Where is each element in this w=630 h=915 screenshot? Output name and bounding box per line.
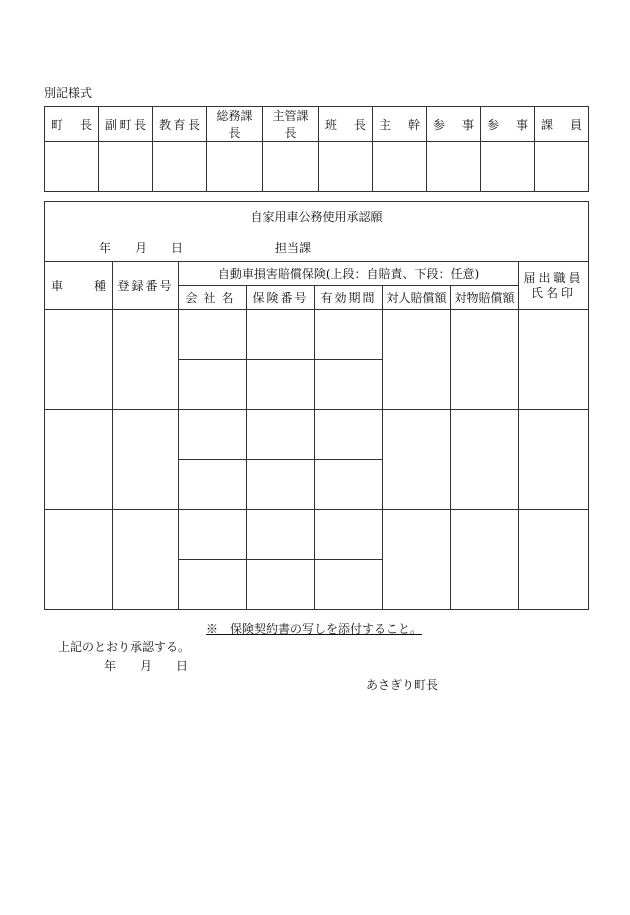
stamp-box[interactable] [263, 142, 319, 192]
approver-supervisor: 主 幹 [373, 107, 427, 142]
stamp-box[interactable] [535, 142, 589, 192]
stamp-box[interactable] [207, 142, 263, 192]
request-month: 月 [135, 241, 148, 255]
header-insurance-group: 自動車損害賠償保険(上段：自賠責、下段：任意) [179, 262, 519, 286]
policy-no-cell[interactable] [247, 460, 315, 510]
vehicle-type-cell[interactable] [45, 510, 113, 610]
header-property-damage: 対物賠償額 [451, 286, 519, 310]
header-company-name: 会社名 [179, 286, 247, 310]
header-valid-period: 有効期間 [315, 286, 383, 310]
company-name-cell[interactable] [179, 310, 247, 360]
approval-year: 年 [104, 659, 117, 673]
stamp-box[interactable] [153, 142, 207, 192]
bodily-injury-cell[interactable] [383, 510, 451, 610]
registration-no-cell[interactable] [113, 310, 179, 410]
header-staff [519, 262, 589, 310]
staff-seal-cell[interactable] [519, 510, 589, 610]
vehicle-type-cell[interactable] [45, 310, 113, 410]
stamp-box[interactable] [481, 142, 535, 192]
registration-no-cell[interactable] [113, 410, 179, 510]
valid-period-cell[interactable] [315, 460, 383, 510]
company-name-cell[interactable] [179, 410, 247, 460]
form-title: 自家用車公務使用承認願 [250, 210, 383, 224]
stamp-box[interactable] [319, 142, 373, 192]
valid-period-cell[interactable] [315, 310, 383, 360]
company-name-cell[interactable] [179, 360, 247, 410]
approver-general-affairs: 総務課長 [207, 107, 263, 142]
approver-councillor-1: 参 事 [427, 107, 481, 142]
valid-period-cell[interactable] [315, 360, 383, 410]
approver-section-leader: 班 長 [319, 107, 373, 142]
company-name-cell[interactable] [179, 460, 247, 510]
policy-no-cell[interactable] [247, 310, 315, 360]
request-day: 日 [171, 241, 184, 255]
header-policy-no: 保険番号 [247, 286, 315, 310]
approver-staff: 課 員 [535, 107, 589, 142]
approver-education-chief: 教 育 長 [153, 107, 207, 142]
staff-seal-cell[interactable] [519, 310, 589, 410]
property-damage-cell[interactable] [451, 310, 519, 410]
bodily-injury-cell[interactable] [383, 310, 451, 410]
request-year: 年 [99, 241, 112, 255]
header-vehicle-type: 車 種 [45, 262, 113, 310]
approval-stamp-table [44, 106, 589, 192]
valid-period-cell[interactable] [315, 560, 383, 610]
policy-no-cell[interactable] [247, 410, 315, 460]
vehicle-type-cell[interactable] [45, 410, 113, 510]
registration-no-cell[interactable] [113, 510, 179, 610]
property-damage-cell[interactable] [451, 410, 519, 510]
section-label: 担当課 [275, 241, 312, 255]
staff-seal-cell[interactable] [519, 410, 589, 510]
header-bodily-injury: 対人賠償額 [383, 286, 451, 310]
mayor-signature: あさぎり町長 [366, 678, 439, 692]
approver-deputy-mayor: 副 町 長 [99, 107, 153, 142]
stamp-box[interactable] [427, 142, 481, 192]
policy-no-cell[interactable] [247, 510, 315, 560]
bodily-injury-cell[interactable] [383, 410, 451, 510]
approval-text: 上記のとおり承認する。 [58, 640, 191, 654]
stamp-box[interactable] [99, 142, 153, 192]
application-form [44, 201, 589, 610]
attachment-note: ※ 保険契約書の写しを添付すること。 [206, 622, 423, 636]
valid-period-cell[interactable] [315, 510, 383, 560]
header-staff-line1: 届出職員 [523, 270, 584, 285]
company-name-cell[interactable] [179, 560, 247, 610]
approval-day: 日 [176, 659, 189, 673]
header-staff-line2: 氏名印 [530, 285, 576, 300]
policy-no-cell[interactable] [247, 560, 315, 610]
title-cell [45, 202, 589, 262]
stamp-box[interactable] [45, 142, 99, 192]
company-name-cell[interactable] [179, 510, 247, 560]
approver-mayor: 町 長 [45, 107, 99, 142]
approver-manager: 主管課長 [263, 107, 319, 142]
policy-no-cell[interactable] [247, 360, 315, 410]
approval-month: 月 [140, 659, 153, 673]
header-registration-no: 登録番号 [113, 262, 179, 310]
form-label: 別記様式 [44, 86, 93, 100]
approver-councillor-2: 参 事 [481, 107, 535, 142]
property-damage-cell[interactable] [451, 510, 519, 610]
valid-period-cell[interactable] [315, 410, 383, 460]
stamp-box[interactable] [373, 142, 427, 192]
